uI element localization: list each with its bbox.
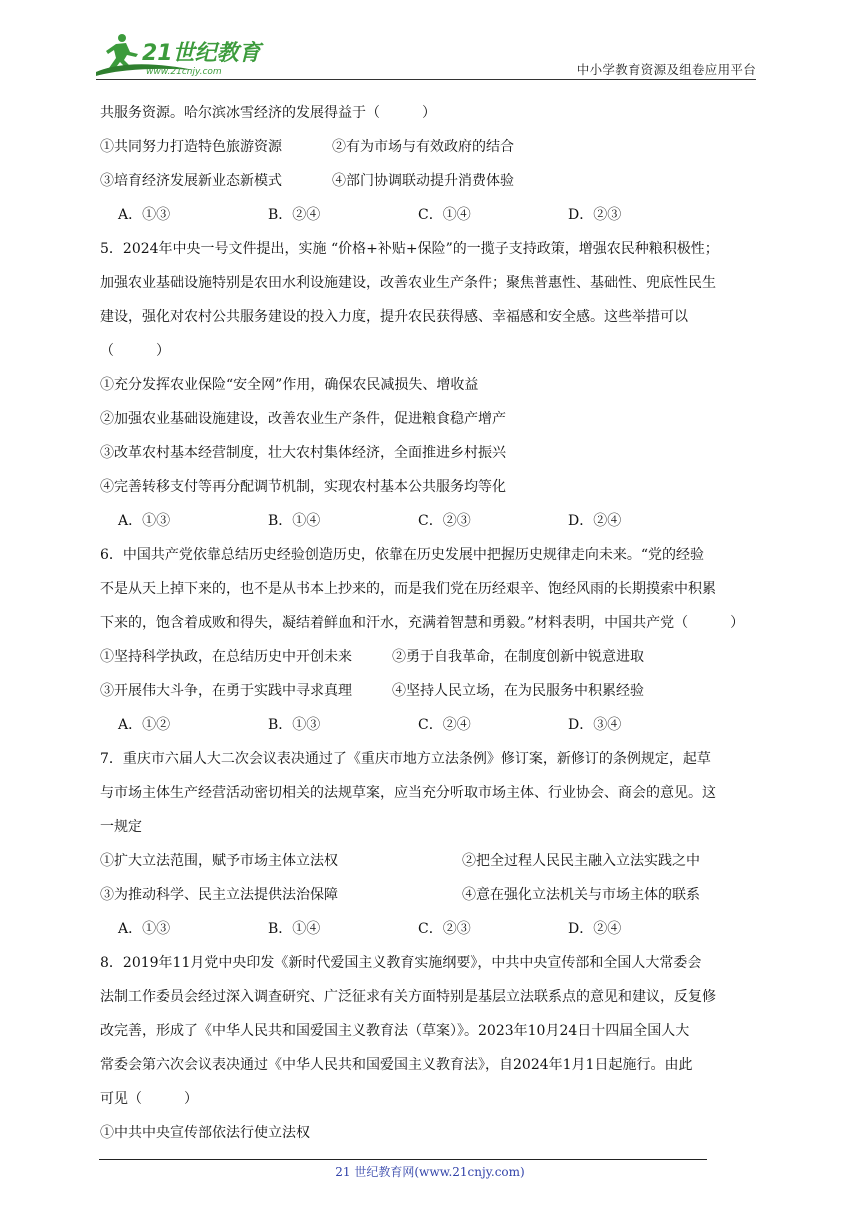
q5-statement-3: ③改革农村基本经营制度，壮大农村集体经济，全面推进乡村振兴 <box>100 445 506 461</box>
q4-statements-row-2 <box>100 164 766 198</box>
q4-statement-3: ③培育经济发展新业态新模式 <box>100 173 282 189</box>
q6-statements-row-1 <box>100 640 766 674</box>
q4-option-a[interactable]: A．①③ <box>118 207 171 223</box>
q4-statements-row-1 <box>100 130 766 164</box>
q7-statement-1: ①扩大立法范围，赋予市场主体立法权 <box>100 853 338 869</box>
q6-stem-line-3: 下来的，饱含着成败和得失，凝结着鲜血和汗水，充满着智慧和勇毅。”材料表明，中国共产党（ ） <box>100 615 745 631</box>
q5-statement-1: ①充分发挥农业保险“安全网”作用，确保农民减损失、增收益 <box>100 377 479 393</box>
q7-statement-4: ④意在强化立法机关与市场主体的联系 <box>462 887 700 903</box>
q6-statement-3: ③开展伟大斗争，在勇于实践中寻求真理 <box>100 683 352 699</box>
footer-divider <box>99 1159 707 1160</box>
q6-statements-row-2 <box>100 674 766 708</box>
q5-option-d[interactable]: D．②④ <box>568 513 622 529</box>
q7-option-b[interactable]: B．①④ <box>268 921 321 937</box>
site-logo <box>94 30 264 80</box>
q4-options <box>100 198 766 232</box>
q7-statements-row-1 <box>100 844 766 878</box>
q7-options <box>100 912 766 946</box>
q5-option-a[interactable]: A．①③ <box>118 513 171 529</box>
q6-option-b[interactable]: B．①③ <box>268 717 321 733</box>
q8-statement-1: ①中共中央宣传部依法行使立法权 <box>100 1125 310 1141</box>
q8-stem-line-2: 法制工作委员会经过深入调查研究、广泛征求有关方面特别是基层立法联系点的意见和建议，反复修 <box>100 989 716 1005</box>
q6-statement-2: ②勇于自我革命，在制度创新中锐意进取 <box>392 649 644 665</box>
platform-name: 中小学教育资源及组卷应用平台 <box>576 62 756 77</box>
q7-statement-2: ②把全过程人民民主融入立法实践之中 <box>462 853 700 869</box>
q6-option-c[interactable]: C．②④ <box>418 717 471 733</box>
q5-stem-line-4: （ ） <box>100 343 170 359</box>
q4-statement-4: ④部门协调联动提升消费体验 <box>332 173 514 189</box>
q5-statement-4: ④完善转移支付等再分配调节机制，实现农村基本公共服务均等化 <box>100 479 506 495</box>
q4-statement-1: ①共同努力打造特色旅游资源 <box>100 139 282 155</box>
q6-statement-1: ①坚持科学执政，在总结历史中开创未来 <box>100 649 352 665</box>
logo-main-text: 21世纪教育 <box>142 41 261 66</box>
header-divider <box>96 79 756 80</box>
page-header <box>0 0 860 80</box>
q5-stem-line-1: 5．2024年中央一号文件提出，实施 “价格+补贴+保险”的一揽子支持政策，增强农民种粮积极性； <box>100 241 719 257</box>
q6-stem-line-2: 不是从天上掉下来的，也不是从书本上抄来的，而是我们党在历经艰辛、饱经风雨的长期摸索中积累 <box>100 581 716 597</box>
q8-stem-line-1: 8．2019年11月党中央印发《新时代爱国主义教育实施纲要》，中共中央宣传部和全国人大常委会 <box>100 955 702 971</box>
q7-option-a[interactable]: A．①③ <box>118 921 171 937</box>
exam-content <box>100 96 766 1150</box>
q6-statement-4: ④坚持人民立场，在为民服务中积累经验 <box>392 683 644 699</box>
q4-option-c[interactable]: C．①④ <box>418 207 471 223</box>
q8-stem-line-5: 可见（ ） <box>100 1091 198 1107</box>
q5-option-b[interactable]: B．①④ <box>268 513 321 529</box>
q4-stem: 共服务资源。哈尔滨冰雪经济的发展得益于（ ） <box>100 105 436 121</box>
q7-statement-3: ③为推动科学、民主立法提供法治保障 <box>100 887 338 903</box>
q5-options <box>100 504 766 538</box>
q5-option-c[interactable]: C．②③ <box>418 513 471 529</box>
q7-stem-line-2: 与市场主体生产经营活动密切相关的法规草案，应当充分听取市场主体、行业协会、商会的意见。这 <box>100 785 716 801</box>
q7-option-c[interactable]: C．②③ <box>418 921 471 937</box>
logo-sub-text: www.21cnjy.com <box>146 67 222 77</box>
q6-option-d[interactable]: D．③④ <box>568 717 622 733</box>
q6-stem-line-1: 6．中国共产党依靠总结历史经验创造历史，依靠在历史发展中把握历史规律走向未来。“党的经验 <box>100 547 705 563</box>
q7-option-d[interactable]: D．②④ <box>568 921 622 937</box>
q4-option-b[interactable]: B．②④ <box>268 207 321 223</box>
footer-text: 21 世纪教育网(www.21cnjy.com) <box>335 1165 525 1179</box>
q7-stem-line-3: 一规定 <box>100 819 142 835</box>
q4-option-d[interactable]: D．②③ <box>568 207 622 223</box>
q7-statements-row-2 <box>100 878 766 912</box>
q5-stem-line-3: 建设，强化对农村公共服务建设的投入力度，提升农民获得感、幸福感和安全感。这些举措可以 <box>100 309 688 325</box>
q5-stem-line-2: 加强农业基础设施特别是农田水利设施建设，改善农业生产条件；聚焦普惠性、基础性、兜底性民生 <box>100 275 716 291</box>
q8-stem-line-3: 改完善，形成了《中华人民共和国爱国主义教育法（草案）》。2023年10月24日十四届全国人大 <box>100 1023 690 1039</box>
q6-option-a[interactable]: A．①② <box>118 717 171 733</box>
q5-statement-2: ②加强农业基础设施建设，改善农业生产条件，促进粮食稳产增产 <box>100 411 506 427</box>
q8-stem-line-4: 常委会第六次会议表决通过《中华人民共和国爱国主义教育法》，自2024年1月1日起施行。由此 <box>100 1057 693 1073</box>
q6-options <box>100 708 766 742</box>
q7-stem-line-1: 7．重庆市六届人大二次会议表决通过了《重庆市地方立法条例》修订案，新修订的条例规定，起草 <box>100 751 711 767</box>
q4-statement-2: ②有为市场与有效政府的结合 <box>332 139 514 155</box>
